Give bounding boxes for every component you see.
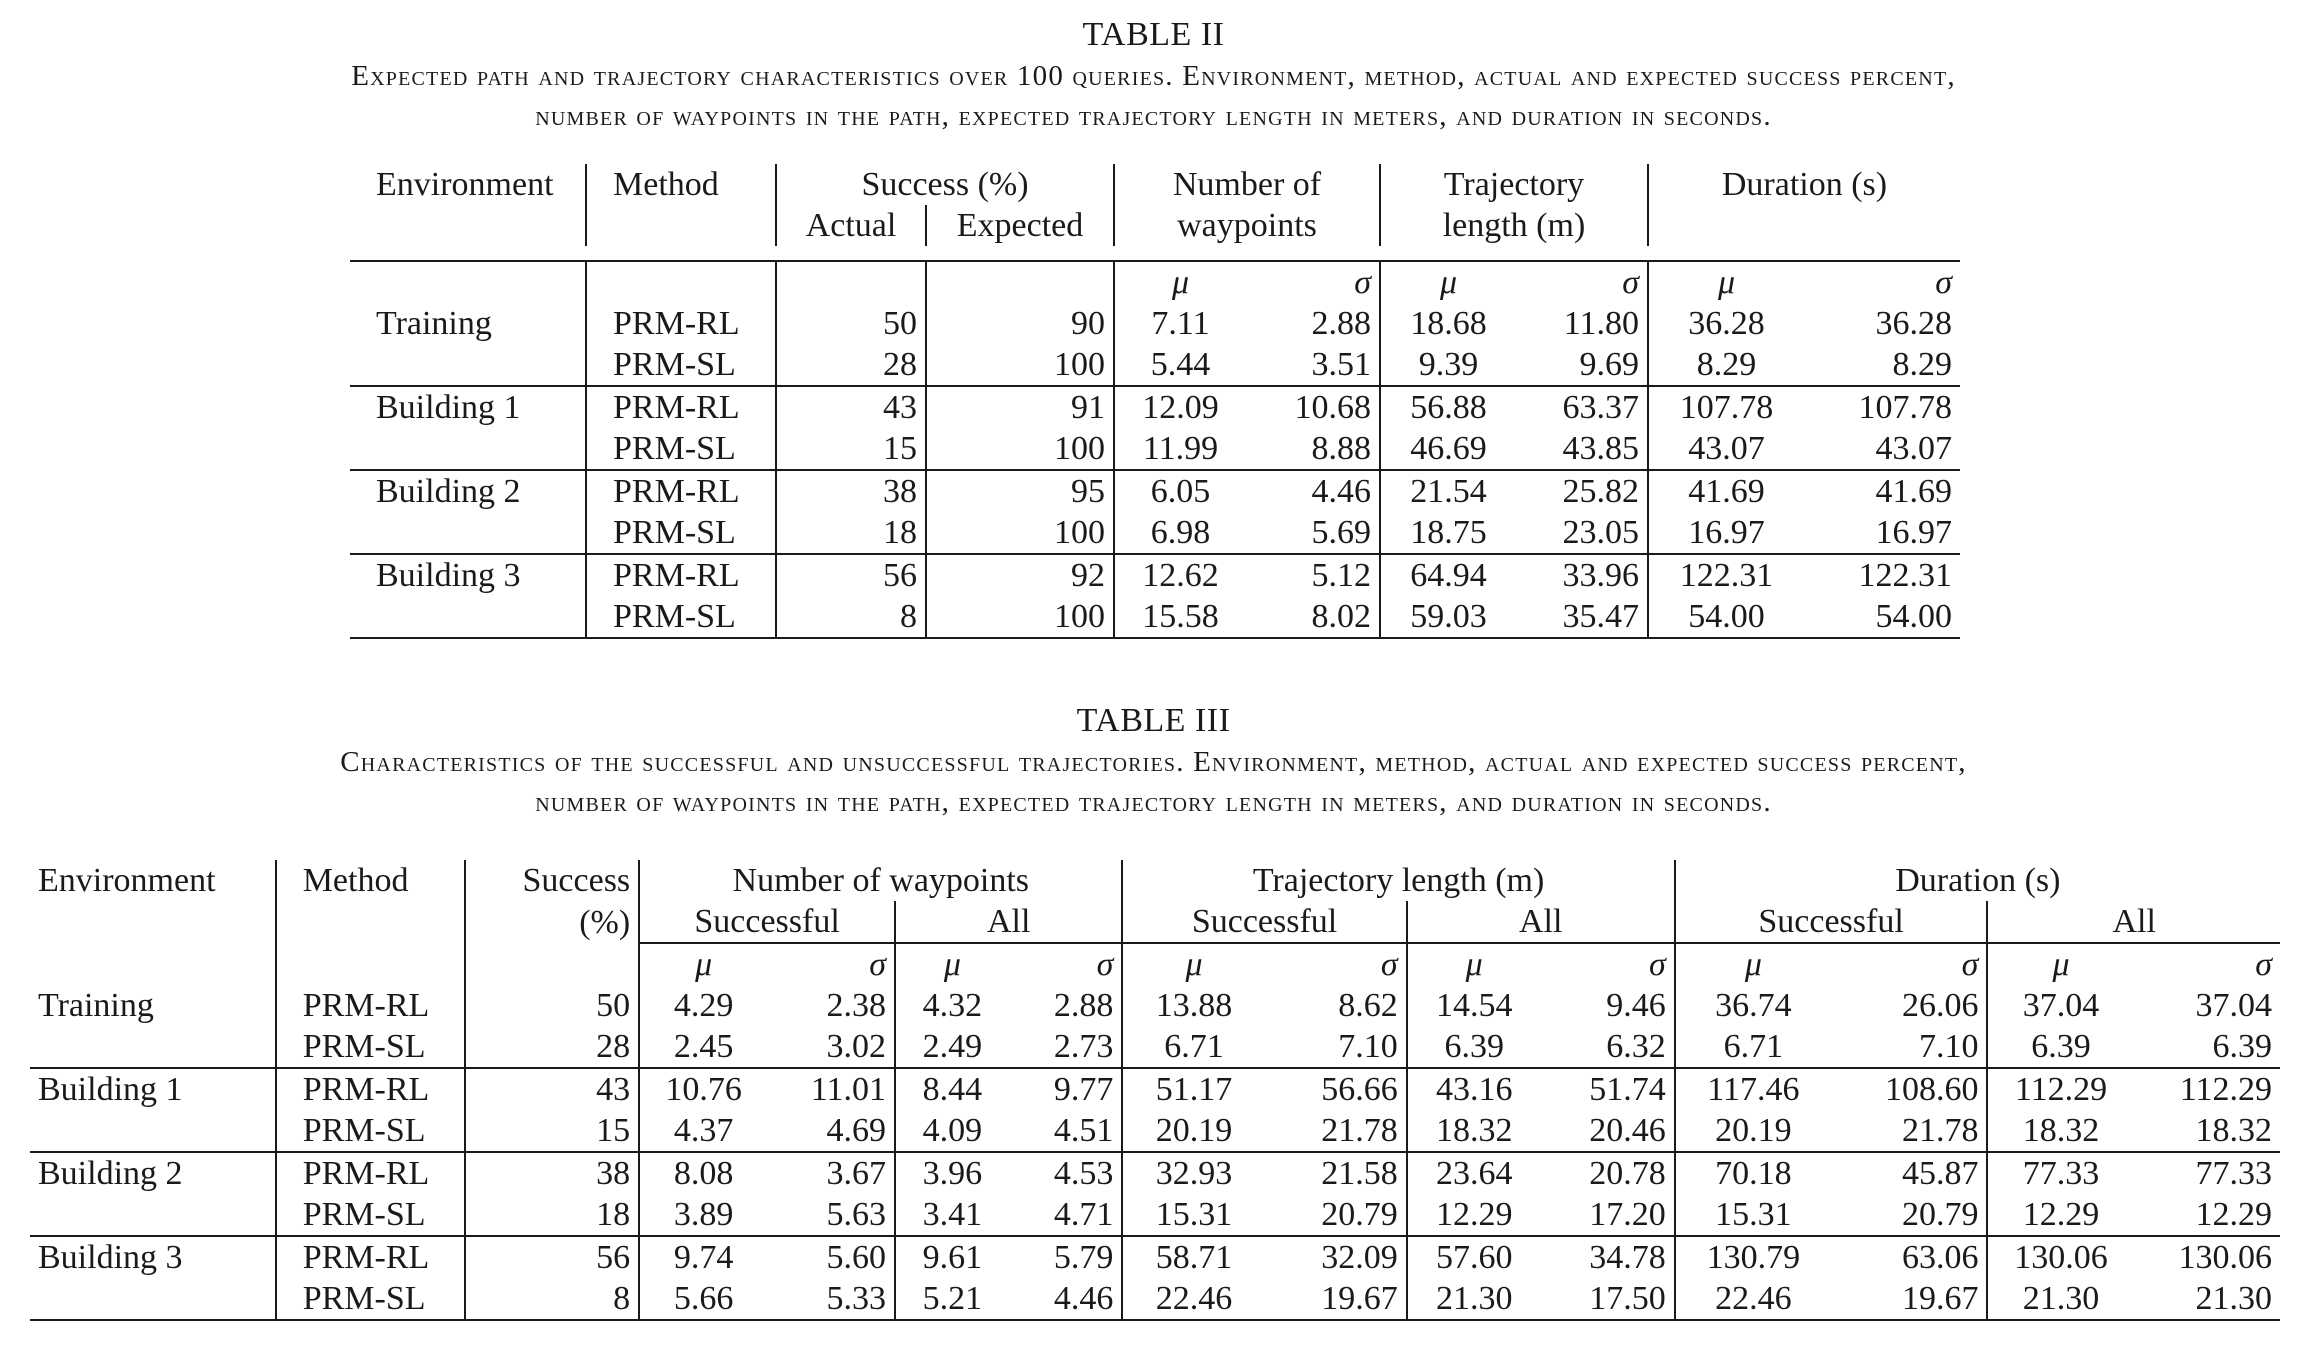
cell-duration-all-sigma: 21.30 — [2134, 1278, 2280, 1320]
cell-success: 56 — [465, 1236, 640, 1278]
table-row — [350, 470, 1960, 512]
cell-waypoints-mu: 7.11 — [1151, 305, 1210, 342]
cell-waypoints-sigma: 8.88 — [1246, 428, 1380, 470]
cell-method: PRM-SL — [276, 1194, 465, 1236]
table-ii-header — [350, 164, 1960, 303]
cell-duration-all-mu: 12.29 — [2022, 1196, 2100, 1233]
table-row — [350, 386, 1960, 428]
table-iii-caption-line2: number of waypoints in the path, expected trajectory length in meters, and duration in seconds. — [535, 786, 1772, 818]
header-mu: μ — [943, 946, 961, 983]
header-environment: Environment — [350, 164, 586, 246]
cell-environment: Building 1 — [30, 1068, 276, 1110]
header-sigma: σ — [1265, 943, 1407, 985]
cell-waypoints-successful-mu: 2.45 — [673, 1028, 734, 1065]
cell-environment — [30, 1110, 276, 1152]
cell-waypoints-successful-sigma: 2.38 — [767, 985, 895, 1026]
cell-environment: Training — [30, 985, 276, 1026]
cell-duration-successful-mu: 20.19 — [1715, 1112, 1792, 1149]
cell-length-successful-mu: 15.31 — [1155, 1196, 1233, 1233]
cell-duration-mu: 41.69 — [1648, 470, 1804, 512]
cell-waypoints-successful-sigma: 4.69 — [767, 1110, 895, 1152]
table-iii-body — [30, 985, 2280, 1320]
header-waypoints: Number of waypoints — [639, 860, 1122, 901]
table-ii-caption-line2: number of waypoints in the path, expected trajectory length in meters, and duration in seconds. — [535, 100, 1772, 132]
cell-success-expected: 91 — [926, 386, 1114, 428]
cell-length-successful-sigma: 7.10 — [1265, 1026, 1407, 1068]
cell-length-all-sigma: 51.74 — [1541, 1068, 1675, 1110]
cell-waypoints-all-sigma: 2.88 — [1009, 985, 1123, 1026]
cell-method: PRM-SL — [586, 344, 776, 386]
header-actual: Actual — [776, 205, 926, 246]
cell-duration-successful-mu: 70.18 — [1675, 1152, 1831, 1194]
header-success: Success (%) — [776, 164, 1114, 205]
cell-waypoints-mu: 5.44 — [1150, 346, 1211, 383]
cell-waypoints-successful-mu: 4.37 — [673, 1112, 734, 1149]
cell-duration-all-mu: 21.30 — [1987, 1278, 2133, 1320]
cell-length-successful-sigma: 19.67 — [1265, 1278, 1407, 1320]
cell-waypoints-sigma: 4.46 — [1246, 470, 1380, 512]
cell-length-sigma: 23.05 — [1516, 512, 1648, 554]
header-sigma: σ — [1246, 261, 1380, 303]
header-expected: Expected — [926, 205, 1114, 246]
cell-waypoints-all-sigma: 2.73 — [1009, 1026, 1123, 1068]
cell-length-all-mu: 12.29 — [1435, 1196, 1513, 1233]
cell-waypoints-successful-mu: 4.29 — [673, 987, 734, 1024]
cell-length-mu: 46.69 — [1410, 430, 1487, 467]
cell-waypoints-successful-sigma: 5.63 — [767, 1194, 895, 1236]
cell-duration-successful-sigma: 7.10 — [1831, 1026, 1987, 1068]
cell-method: PRM-RL — [276, 985, 465, 1026]
header-sigma: σ — [767, 943, 895, 985]
cell-success-expected: 100 — [926, 512, 1114, 554]
cell-environment: Building 2 — [350, 470, 586, 512]
cell-length-all-sigma: 34.78 — [1541, 1236, 1675, 1278]
cell-waypoints-mu: 6.05 — [1114, 470, 1246, 512]
cell-duration-all-sigma: 37.04 — [2195, 987, 2272, 1024]
table-ii-block — [0, 14, 2307, 635]
header-success-line1: Success — [465, 860, 640, 901]
header-mu: μ — [2052, 946, 2070, 983]
cell-environment: Building 3 — [30, 1236, 276, 1278]
cell-method: PRM-SL — [586, 512, 776, 554]
cell-method: PRM-SL — [586, 596, 776, 638]
header-method: Method — [276, 860, 465, 943]
header-method: Method — [586, 164, 776, 246]
cell-method: PRM-RL — [276, 1236, 465, 1278]
cell-length-mu: 59.03 — [1380, 596, 1516, 638]
cell-success: 28 — [465, 1026, 640, 1068]
cell-success-actual: 15 — [776, 428, 926, 470]
cell-length-mu: 21.54 — [1380, 470, 1516, 512]
table-row — [350, 303, 1960, 344]
cell-duration-sigma: 107.78 — [1804, 386, 1960, 428]
cell-waypoints-mu: 6.98 — [1150, 514, 1211, 551]
header-waypoints-line2: waypoints — [1114, 205, 1380, 246]
cell-environment — [350, 344, 586, 386]
cell-length-successful-mu: 51.17 — [1122, 1068, 1264, 1110]
cell-duration-mu: 8.29 — [1696, 346, 1757, 383]
cell-duration-mu: 122.31 — [1648, 554, 1804, 596]
cell-waypoints-all-mu: 3.96 — [895, 1152, 1009, 1194]
table-row — [30, 1026, 2280, 1068]
cell-waypoints-successful-sigma: 3.67 — [767, 1152, 895, 1194]
table-row — [350, 344, 1960, 386]
cell-length-sigma: 43.85 — [1516, 428, 1648, 470]
header-sigma: σ — [1804, 261, 1960, 303]
cell-waypoints-sigma: 10.68 — [1246, 386, 1380, 428]
cell-waypoints-successful-sigma: 5.33 — [767, 1278, 895, 1320]
header-mu: μ — [1465, 946, 1483, 983]
cell-environment — [30, 1194, 276, 1236]
header-mu: μ — [1114, 261, 1246, 303]
cell-duration-all-sigma: 12.29 — [2195, 1196, 2272, 1233]
cell-method: PRM-RL — [586, 470, 776, 512]
cell-waypoints-all-sigma: 4.53 — [1009, 1152, 1123, 1194]
table-ii-body — [350, 303, 1960, 638]
header-trajectory-successful: Successful — [1122, 901, 1406, 943]
cell-waypoints-all-sigma: 4.46 — [1009, 1278, 1123, 1320]
cell-duration-successful-mu: 117.46 — [1675, 1068, 1831, 1110]
cell-length-sigma: 25.82 — [1516, 470, 1648, 512]
table-iii — [30, 860, 2280, 1321]
table-row — [350, 554, 1960, 596]
cell-duration-sigma: 43.07 — [1875, 430, 1952, 467]
cell-length-all-mu: 21.30 — [1407, 1278, 1541, 1320]
cell-duration-all-mu: 6.39 — [2031, 1028, 2091, 1065]
cell-success-actual: 28 — [776, 344, 926, 386]
cell-waypoints-sigma: 3.51 — [1246, 344, 1380, 386]
cell-environment — [350, 596, 586, 638]
cell-waypoints-successful-mu: 8.08 — [639, 1152, 767, 1194]
cell-length-all-sigma: 17.50 — [1541, 1278, 1675, 1320]
header-sigma: σ — [1831, 943, 1987, 985]
cell-duration-successful-mu: 6.71 — [1723, 1028, 1784, 1065]
cell-length-all-sigma: 17.20 — [1541, 1194, 1675, 1236]
cell-success-actual: 38 — [776, 470, 926, 512]
cell-duration-successful-sigma: 108.60 — [1831, 1068, 1987, 1110]
cell-success: 18 — [465, 1194, 640, 1236]
cell-length-successful-mu: 6.71 — [1164, 1028, 1224, 1065]
table-row — [30, 1068, 2280, 1110]
cell-length-successful-mu: 22.46 — [1122, 1278, 1264, 1320]
cell-duration-sigma: 41.69 — [1804, 470, 1960, 512]
header-mu: μ — [1185, 946, 1203, 983]
header-sigma: σ — [1541, 943, 1675, 985]
cell-duration-all-mu: 77.33 — [1987, 1152, 2133, 1194]
cell-success-actual: 56 — [776, 554, 926, 596]
cell-duration-sigma: 122.31 — [1804, 554, 1960, 596]
table-row — [30, 1152, 2280, 1194]
cell-duration-successful-sigma: 19.67 — [1831, 1278, 1987, 1320]
cell-length-sigma: 33.96 — [1516, 554, 1648, 596]
cell-success: 38 — [465, 1152, 640, 1194]
cell-duration-all-mu: 18.32 — [2022, 1112, 2100, 1149]
table-ii-number: TABLE II — [1082, 16, 1225, 53]
cell-duration-successful-sigma: 20.79 — [1831, 1194, 1987, 1236]
table-row — [350, 512, 1960, 554]
cell-duration-successful-mu: 15.31 — [1715, 1196, 1792, 1233]
table-row — [30, 1278, 2280, 1320]
cell-waypoints-all-mu: 5.21 — [895, 1278, 1009, 1320]
table-row — [30, 1236, 2280, 1278]
cell-duration-mu: 36.28 — [1688, 305, 1765, 342]
cell-waypoints-sigma: 5.12 — [1246, 554, 1380, 596]
cell-success-actual: 18 — [776, 512, 926, 554]
cell-waypoints-all-mu: 4.09 — [922, 1112, 983, 1149]
cell-method: PRM-SL — [276, 1026, 465, 1068]
table-row — [350, 596, 1960, 638]
cell-method: PRM-RL — [276, 1068, 465, 1110]
cell-success-actual: 43 — [776, 386, 926, 428]
cell-waypoints-all-sigma: 4.51 — [1009, 1110, 1123, 1152]
cell-success: 50 — [465, 985, 640, 1026]
cell-waypoints-successful-mu: 5.66 — [639, 1278, 767, 1320]
cell-success-expected: 100 — [926, 344, 1114, 386]
cell-duration-all-mu: 37.04 — [2022, 987, 2100, 1024]
cell-waypoints-successful-mu: 10.76 — [639, 1068, 767, 1110]
cell-length-mu: 9.39 — [1418, 346, 1479, 383]
cell-success: 43 — [465, 1068, 640, 1110]
cell-waypoints-all-mu: 4.32 — [922, 987, 983, 1024]
cell-waypoints-all-mu: 8.44 — [895, 1068, 1009, 1110]
cell-success-expected: 100 — [926, 428, 1114, 470]
cell-length-all-sigma: 9.46 — [1541, 985, 1675, 1026]
cell-length-successful-mu: 20.19 — [1155, 1112, 1233, 1149]
cell-duration-sigma: 8.29 — [1892, 346, 1952, 383]
cell-method: PRM-RL — [586, 303, 776, 344]
header-mu: μ — [695, 946, 713, 983]
header-trajectory-line2: length (m) — [1380, 205, 1648, 246]
cell-waypoints-all-mu: 3.41 — [922, 1196, 983, 1233]
cell-length-successful-mu: 58.71 — [1122, 1236, 1264, 1278]
cell-waypoints-all-sigma: 5.79 — [1009, 1236, 1123, 1278]
header-success-line2: (%) — [465, 901, 640, 943]
cell-duration-sigma: 36.28 — [1875, 305, 1952, 342]
table-iii-header — [30, 860, 2280, 985]
cell-waypoints-mu: 12.62 — [1114, 554, 1246, 596]
cell-waypoints-successful-sigma: 3.02 — [767, 1026, 895, 1068]
cell-length-mu: 56.88 — [1380, 386, 1516, 428]
cell-duration-mu: 43.07 — [1688, 430, 1765, 467]
table-iii-block — [0, 700, 2307, 1317]
header-trajectory-all: All — [1407, 901, 1675, 943]
cell-waypoints-sigma: 8.02 — [1246, 596, 1380, 638]
cell-success-expected: 95 — [926, 470, 1114, 512]
cell-length-mu: 64.94 — [1380, 554, 1516, 596]
cell-duration-successful-mu: 36.74 — [1715, 987, 1792, 1024]
cell-length-sigma: 63.37 — [1516, 386, 1648, 428]
cell-duration-successful-sigma: 26.06 — [1831, 985, 1987, 1026]
cell-method: PRM-RL — [586, 554, 776, 596]
header-duration: Duration (s) — [1721, 166, 1888, 203]
cell-success: 8 — [465, 1278, 640, 1320]
cell-length-successful-sigma: 20.79 — [1265, 1194, 1407, 1236]
table-iii-caption-line1: Characteristics of the successful and unsuccessful trajectories. Environment, method, actual and expected success percent, — [340, 746, 1967, 778]
cell-duration-successful-mu: 22.46 — [1675, 1278, 1831, 1320]
cell-duration-sigma: 54.00 — [1804, 596, 1960, 638]
header-duration: Duration (s) — [1895, 862, 2061, 899]
cell-length-all-sigma: 20.78 — [1541, 1152, 1675, 1194]
header-environment: Environment — [30, 860, 276, 943]
cell-duration-sigma: 16.97 — [1875, 514, 1952, 551]
cell-waypoints-all-sigma: 9.77 — [1009, 1068, 1123, 1110]
cell-duration-successful-mu: 130.79 — [1675, 1236, 1831, 1278]
cell-duration-mu: 16.97 — [1688, 514, 1765, 551]
cell-waypoints-all-mu: 2.49 — [922, 1028, 983, 1065]
cell-length-successful-sigma: 32.09 — [1265, 1236, 1407, 1278]
cell-success-expected: 92 — [926, 554, 1114, 596]
cell-length-successful-mu: 32.93 — [1122, 1152, 1264, 1194]
cell-length-all-mu: 18.32 — [1435, 1112, 1513, 1149]
cell-duration-mu: 107.78 — [1648, 386, 1804, 428]
cell-length-sigma: 9.69 — [1516, 344, 1648, 386]
cell-waypoints-mu: 12.09 — [1114, 386, 1246, 428]
cell-length-all-mu: 14.54 — [1435, 987, 1513, 1024]
cell-environment: Building 2 — [30, 1152, 276, 1194]
cell-method: PRM-RL — [276, 1152, 465, 1194]
cell-length-successful-sigma: 21.78 — [1265, 1110, 1407, 1152]
header-waypoints-all: All — [895, 901, 1122, 943]
cell-duration-all-sigma: 6.39 — [2212, 1028, 2272, 1065]
header-duration-all: All — [1987, 901, 2280, 943]
header-duration-successful: Successful — [1675, 901, 1988, 943]
table-ii — [350, 164, 1960, 639]
cell-duration-successful-sigma: 45.87 — [1831, 1152, 1987, 1194]
cell-length-successful-sigma: 21.58 — [1265, 1152, 1407, 1194]
cell-waypoints-mu: 15.58 — [1114, 596, 1246, 638]
cell-method: PRM-SL — [276, 1278, 465, 1320]
cell-waypoints-sigma: 5.69 — [1246, 512, 1380, 554]
table-ii-caption-line1: Expected path and trajectory characteristics over 100 queries. Environment, method, actual and expected success percent, — [351, 60, 1956, 92]
cell-waypoints-successful-mu: 9.74 — [639, 1236, 767, 1278]
cell-length-all-mu: 57.60 — [1407, 1236, 1541, 1278]
cell-length-all-sigma: 20.46 — [1541, 1110, 1675, 1152]
cell-length-all-mu: 23.64 — [1407, 1152, 1541, 1194]
cell-waypoints-successful-mu: 3.89 — [673, 1196, 734, 1233]
cell-duration-all-sigma: 130.06 — [2134, 1236, 2280, 1278]
cell-length-mu: 18.68 — [1410, 305, 1487, 342]
header-trajectory-line1: Trajectory — [1380, 164, 1648, 205]
cell-waypoints-successful-sigma: 11.01 — [767, 1068, 895, 1110]
cell-environment — [30, 1278, 276, 1320]
cell-length-successful-sigma: 56.66 — [1265, 1068, 1407, 1110]
cell-success-expected: 90 — [926, 303, 1114, 344]
cell-length-mu: 18.75 — [1410, 514, 1487, 551]
cell-success-expected: 100 — [926, 596, 1114, 638]
cell-length-all-mu: 6.39 — [1444, 1028, 1504, 1065]
cell-waypoints-mu: 11.99 — [1142, 430, 1219, 467]
cell-waypoints-successful-sigma: 5.60 — [767, 1236, 895, 1278]
table-row — [30, 1194, 2280, 1236]
cell-duration-all-sigma: 18.32 — [2195, 1112, 2272, 1149]
cell-length-sigma: 35.47 — [1516, 596, 1648, 638]
table-iii-number: TABLE III — [1076, 702, 1231, 739]
header-trajectory: Trajectory length (m) — [1122, 860, 1674, 901]
header-mu: μ — [1380, 261, 1516, 303]
cell-method: PRM-SL — [276, 1110, 465, 1152]
cell-success: 15 — [465, 1110, 640, 1152]
cell-environment — [350, 428, 586, 470]
cell-environment: Building 3 — [350, 554, 586, 596]
header-waypoints-line1: Number of — [1114, 164, 1380, 205]
header-sigma: σ — [2255, 946, 2272, 983]
cell-length-all-sigma: 6.32 — [1541, 1026, 1675, 1068]
cell-length-successful-mu: 13.88 — [1155, 987, 1233, 1024]
header-sigma: σ — [1516, 261, 1648, 303]
cell-method: PRM-SL — [586, 428, 776, 470]
header-sigma: σ — [1009, 943, 1123, 985]
table-row — [30, 985, 2280, 1026]
cell-duration-all-sigma: 112.29 — [2134, 1068, 2280, 1110]
cell-duration-mu: 54.00 — [1648, 596, 1804, 638]
cell-environment: Building 1 — [350, 386, 586, 428]
cell-waypoints-sigma: 2.88 — [1246, 303, 1380, 344]
cell-method: PRM-RL — [586, 386, 776, 428]
header-waypoints-successful: Successful — [639, 901, 895, 943]
table-row — [350, 428, 1960, 470]
cell-duration-successful-sigma: 63.06 — [1831, 1236, 1987, 1278]
cell-length-successful-sigma: 8.62 — [1265, 985, 1407, 1026]
header-mu: μ — [1648, 261, 1804, 303]
cell-length-all-mu: 43.16 — [1407, 1068, 1541, 1110]
cell-duration-all-mu: 112.29 — [1987, 1068, 2133, 1110]
cell-environment: Training — [350, 303, 586, 344]
cell-success-actual: 8 — [776, 596, 926, 638]
cell-waypoints-all-sigma: 4.71 — [1009, 1194, 1123, 1236]
cell-duration-successful-sigma: 21.78 — [1831, 1110, 1987, 1152]
table-row — [30, 1110, 2280, 1152]
cell-environment — [30, 1026, 276, 1068]
cell-waypoints-all-mu: 9.61 — [895, 1236, 1009, 1278]
cell-environment — [350, 512, 586, 554]
cell-duration-all-mu: 130.06 — [1987, 1236, 2133, 1278]
cell-length-sigma: 11.80 — [1516, 303, 1648, 344]
cell-success-actual: 50 — [776, 303, 926, 344]
header-mu: μ — [1744, 946, 1762, 983]
cell-duration-all-sigma: 77.33 — [2134, 1152, 2280, 1194]
